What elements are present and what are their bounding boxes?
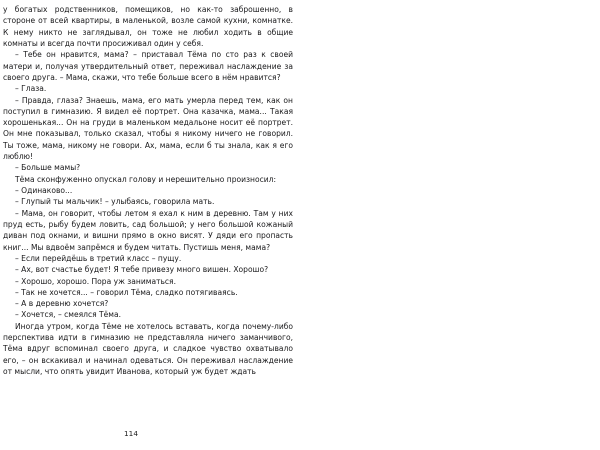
body-paragraph: – Правда, глаза? Знаешь, мама, его мать умерла перед тем, как он поступил в гимназию. Я видел её портрет. Она казачка, мама... Такая хорошенькая... Он на груди в маленьком медальоне носит её портрет. Он мне показывал, только сказал, чтобы я никому ничего не говорил. Ты тоже, мама, никому не говори. Ах, мама, если б ты знала, как я его люблю! <box>3 95 293 162</box>
body-paragraph: – Глупый ты мальчик! – улыбаясь, говорила мать. <box>15 197 215 207</box>
body-paragraph: – Если перейдёшь в третий класс – пущу. <box>15 253 182 263</box>
body-paragraph: – Больше мамы? <box>15 163 81 173</box>
body-paragraph: – Так не хочется... – говорил Тёма, сладко потягиваясь. <box>15 287 238 297</box>
page-number-left: 114 <box>124 429 138 438</box>
left-page-text-column <box>3 4 293 377</box>
page-right <box>300 0 600 450</box>
body-paragraph: – Ах, вот счастье будет! Я тебе привезу много вишен. Хорошо? <box>15 265 269 275</box>
body-paragraph: у богатых родственников, помещиков, но как-то заброшенно, в стороне от всей квартиры, в маленькой, возле самой кухни, комнатке. К нему никто не заглядывал, он тоже не любил ходить в общие комнаты и всегда почти просиживал один у себя. <box>3 5 293 48</box>
body-paragraph: – Глаза. <box>15 84 47 94</box>
body-paragraph: – Тебе он нравится, мама? – приставал Тёма по сто раз к своей матери и, получая утвердительный ответ, переживал наслаждение за своего друга. – Мама, скажи, что тебе больше всего в нём нравится? <box>3 50 293 82</box>
body-paragraph: – Мама, он говорит, чтобы летом я ехал к ним в деревню. Там у них пруд есть, рыбу будем ловить, сад большой; у него большой кожаный диван под окнами, и вишни прямо в окно висят. У дяди его пропасть книг... Мы вдвоём запрёмся и будем читать. Пустишь меня, мама? <box>3 208 293 252</box>
body-paragraph: Иногда утром, когда Тёме не хотелось вставать, когда почему-либо перспектива идти в гимназию не представляла ничего заманчивого, Тёма вдруг вспоминал своего друга, и сладкое чувство охватывало его, – он вскакивал и начинал одеваться. Он переживал наслаждение от мысли, что опять увидит Иванова, который уж будет ждать <box>3 321 293 376</box>
body-paragraph: – Одинаково... <box>15 186 73 195</box>
body-paragraph: – Хочется, – смеялся Тёма. <box>15 310 122 320</box>
body-paragraph: Тёма сконфуженно опускал голову и нерешительно произносил: <box>15 174 277 184</box>
body-paragraph: – Хорошо, хорошо. Пора уж заниматься. <box>15 276 176 286</box>
body-paragraph: – А в деревню хочется? <box>15 299 109 309</box>
